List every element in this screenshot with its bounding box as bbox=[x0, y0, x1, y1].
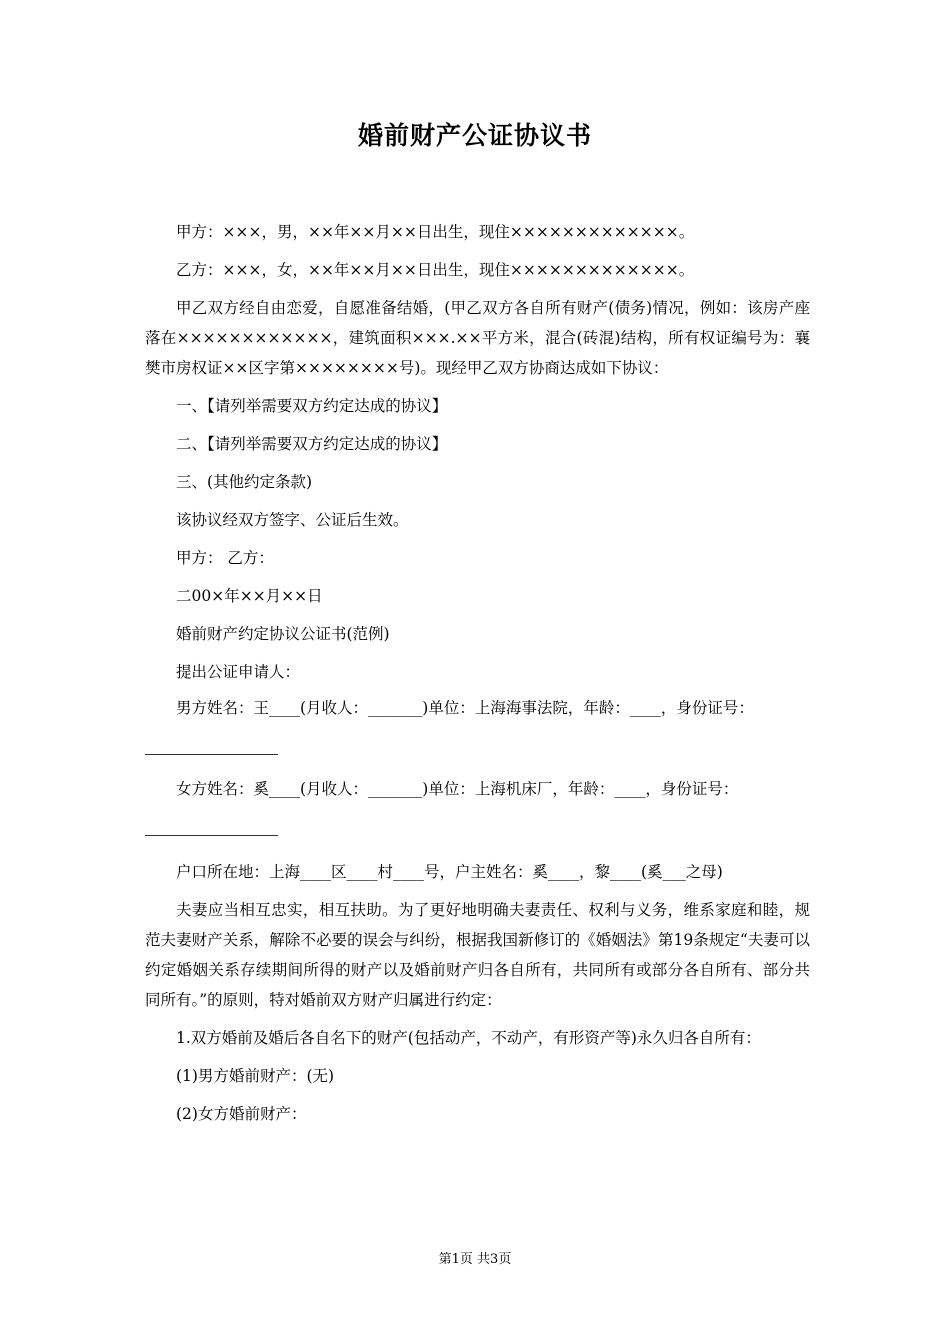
female-id-blank bbox=[145, 835, 278, 836]
applicant-heading: 提出公证申请人： bbox=[176, 663, 301, 681]
page-footer: 第1页 共3页 bbox=[438, 1252, 512, 1267]
document-body bbox=[145, 214, 810, 1134]
male-premarital-property: (1)男方婚前财产：(无) bbox=[176, 1067, 335, 1085]
marriage-principle-paragraph: 夫妻应当相互忠实，相互扶助。为了更好地明确夫妻责任、权利与义务，维系家庭和睦，规范夫妻财产关系，解除不必要的误会与纠纷，根据我国新修订的《婚姻法》第19条规定“夫妻可以约定婚姻关系存续期间所得的财产以及婚前财产归各自所有，共同所有或部分各自所有、部分共同所有。”的原则，特对婚前双方财产归属进行约定： bbox=[145, 901, 810, 1009]
clause-two: 二、【请列举需要双方约定达成的协议】 bbox=[176, 435, 448, 453]
party-a-paragraph: 甲方：×××，男，××年××月××日出生，现住×××××××××××××。 bbox=[176, 223, 695, 241]
signature-line: 甲方： 乙方： bbox=[176, 549, 274, 567]
female-premarital-property: (2)女方婚前财产： bbox=[176, 1105, 307, 1123]
party-b-paragraph: 乙方：×××，女，××年××月××日出生，现住×××××××××××××。 bbox=[176, 261, 695, 279]
clause-one: 一、【请列举需要双方约定达成的协议】 bbox=[176, 397, 448, 415]
female-applicant-info: 女方姓名：奚____(月收人：_______)单位：上海机床厂，年龄：____，身份证号： bbox=[176, 780, 739, 798]
household-info: 户口所在地：上海____区____村____号，户主姓名：奚____，黎____(奚___之母) bbox=[176, 863, 723, 881]
male-applicant-info: 男方姓名：王____(月收人：_______)单位：上海海事法院，年龄：____，身份证号： bbox=[176, 699, 754, 717]
document-title: 婚前财产公证协议书 bbox=[357, 121, 592, 150]
background-paragraph: 甲乙双方经自由恋爱，自愿准备结婚，(甲乙双方各自所有财产(债务)情况，例如：该房产座落在××××××××××××，建筑面积×××.××平方米，混合(砖混)结构，所有权证编号为：襄樊市房权证××区字第××××××××号)。现经甲乙双方协商达成如下协议： bbox=[145, 299, 810, 377]
male-id-blank bbox=[145, 754, 278, 755]
property-clause-one: 1.双方婚前及婚后各自名下的财产(包括动产，不动产，有形资产等)永久归各自所有： bbox=[176, 1029, 761, 1047]
date-line: 二00×年××月××日 bbox=[176, 587, 323, 605]
clause-three: 三、(其他约定条款) bbox=[176, 473, 313, 491]
sample-title: 婚前财产约定协议公证书(范例) bbox=[176, 625, 390, 643]
effective-clause: 该协议经双方签字、公证后生效。 bbox=[176, 511, 409, 529]
